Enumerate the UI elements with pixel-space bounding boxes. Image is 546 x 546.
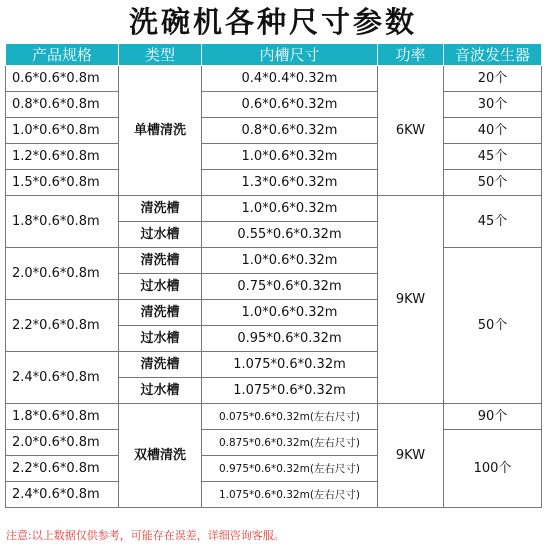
cell-size: 0.6*0.6*0.8m <box>6 66 119 92</box>
table-row <box>6 404 542 430</box>
cell-inner: 0.8*0.6*0.32m <box>202 118 378 144</box>
cell-type-single: 单槽清洗 <box>119 66 202 196</box>
header-power: 功率 <box>378 44 444 66</box>
cell-sink: 45个 <box>444 196 542 248</box>
cell-sub-type: 过水槽 <box>119 274 202 300</box>
header-inner: 内槽尺寸 <box>202 44 378 66</box>
cell-sink: 100个 <box>444 430 542 508</box>
cell-inner: 0.55*0.6*0.32m <box>202 222 378 248</box>
page-title: 洗碗机各种尺寸参数 <box>128 5 417 39</box>
table-row <box>6 92 542 118</box>
cell-inner: 0.75*0.6*0.32m <box>202 274 378 300</box>
cell-inner: 0.4*0.4*0.32m <box>202 66 378 92</box>
cell-inner: 1.0*0.6*0.32m <box>202 196 378 222</box>
cell-sub-type: 清洗槽 <box>119 300 202 326</box>
cell-inner: 0.6*0.6*0.32m <box>202 92 378 118</box>
table-row <box>6 66 542 92</box>
cell-sink: 30个 <box>444 92 542 118</box>
cell-size: 2.0*0.6*0.8m <box>6 430 119 456</box>
cell-inner: 0.075*0.6*0.32m(左右尺寸) <box>202 404 378 430</box>
table-row <box>6 430 542 456</box>
disclaimer-note: 注意:以上数据仅供参考，可能存在误差，详细咨询客服。 <box>6 529 285 542</box>
table-row <box>6 144 542 170</box>
cell-sub-type: 过水槽 <box>119 326 202 352</box>
table-row <box>6 118 542 144</box>
cell-inner: 1.0*0.6*0.32m <box>202 144 378 170</box>
cell-power-6kw: 6KW <box>378 66 444 196</box>
cell-sub-type: 清洗槽 <box>119 248 202 274</box>
cell-sink: 45个 <box>444 144 542 170</box>
cell-type-double: 双槽清洗 <box>119 404 202 508</box>
cell-sink: 20个 <box>444 66 542 92</box>
cell-size: 2.2*0.6*0.8m <box>6 456 119 482</box>
cell-size: 1.5*0.6*0.8m <box>6 170 119 196</box>
cell-inner: 0.95*0.6*0.32m <box>202 326 378 352</box>
cell-inner: 1.0*0.6*0.32m <box>202 248 378 274</box>
cell-size: 0.8*0.6*0.8m <box>6 92 119 118</box>
cell-sub-type: 清洗槽 <box>119 196 202 222</box>
table-row <box>6 170 542 196</box>
cell-inner: 0.975*0.6*0.32m(左右尺寸) <box>202 456 378 482</box>
cell-sub-type: 过水槽 <box>119 378 202 404</box>
table-header-row <box>6 44 542 66</box>
cell-sink: 90个 <box>444 404 542 430</box>
cell-size: 1.2*0.6*0.8m <box>6 144 119 170</box>
cell-sink: 50个 <box>444 248 542 404</box>
cell-inner: 1.075*0.6*0.32m <box>202 352 378 378</box>
cell-size: 2.4*0.6*0.8m <box>6 352 119 404</box>
cell-inner: 1.0*0.6*0.32m <box>202 300 378 326</box>
cell-size: 1.8*0.6*0.8m <box>6 196 119 248</box>
table-row <box>6 248 542 274</box>
cell-size: 1.0*0.6*0.8m <box>6 118 119 144</box>
cell-sub-type: 清洗槽 <box>119 352 202 378</box>
header-sink: 音波发生器 <box>444 44 542 66</box>
spec-table <box>5 43 542 508</box>
cell-inner: 0.875*0.6*0.32m(左右尺寸) <box>202 430 378 456</box>
cell-inner: 1.075*0.6*0.32m(左右尺寸) <box>202 482 378 508</box>
cell-inner: 1.075*0.6*0.32m <box>202 378 378 404</box>
header-size: 产品规格 <box>6 44 119 66</box>
cell-power-9kw-double: 9KW <box>378 404 444 508</box>
cell-size: 2.4*0.6*0.8m <box>6 482 119 508</box>
table-row <box>6 196 542 222</box>
cell-sub-type: 过水槽 <box>119 222 202 248</box>
cell-sink: 50个 <box>444 170 542 196</box>
cell-size: 1.8*0.6*0.8m <box>6 404 119 430</box>
cell-size: 2.0*0.6*0.8m <box>6 248 119 300</box>
header-type: 类型 <box>119 44 202 66</box>
cell-size: 2.2*0.6*0.8m <box>6 300 119 352</box>
cell-inner: 1.3*0.6*0.32m <box>202 170 378 196</box>
cell-power-9kw: 9KW <box>378 196 444 404</box>
cell-sink: 40个 <box>444 118 542 144</box>
